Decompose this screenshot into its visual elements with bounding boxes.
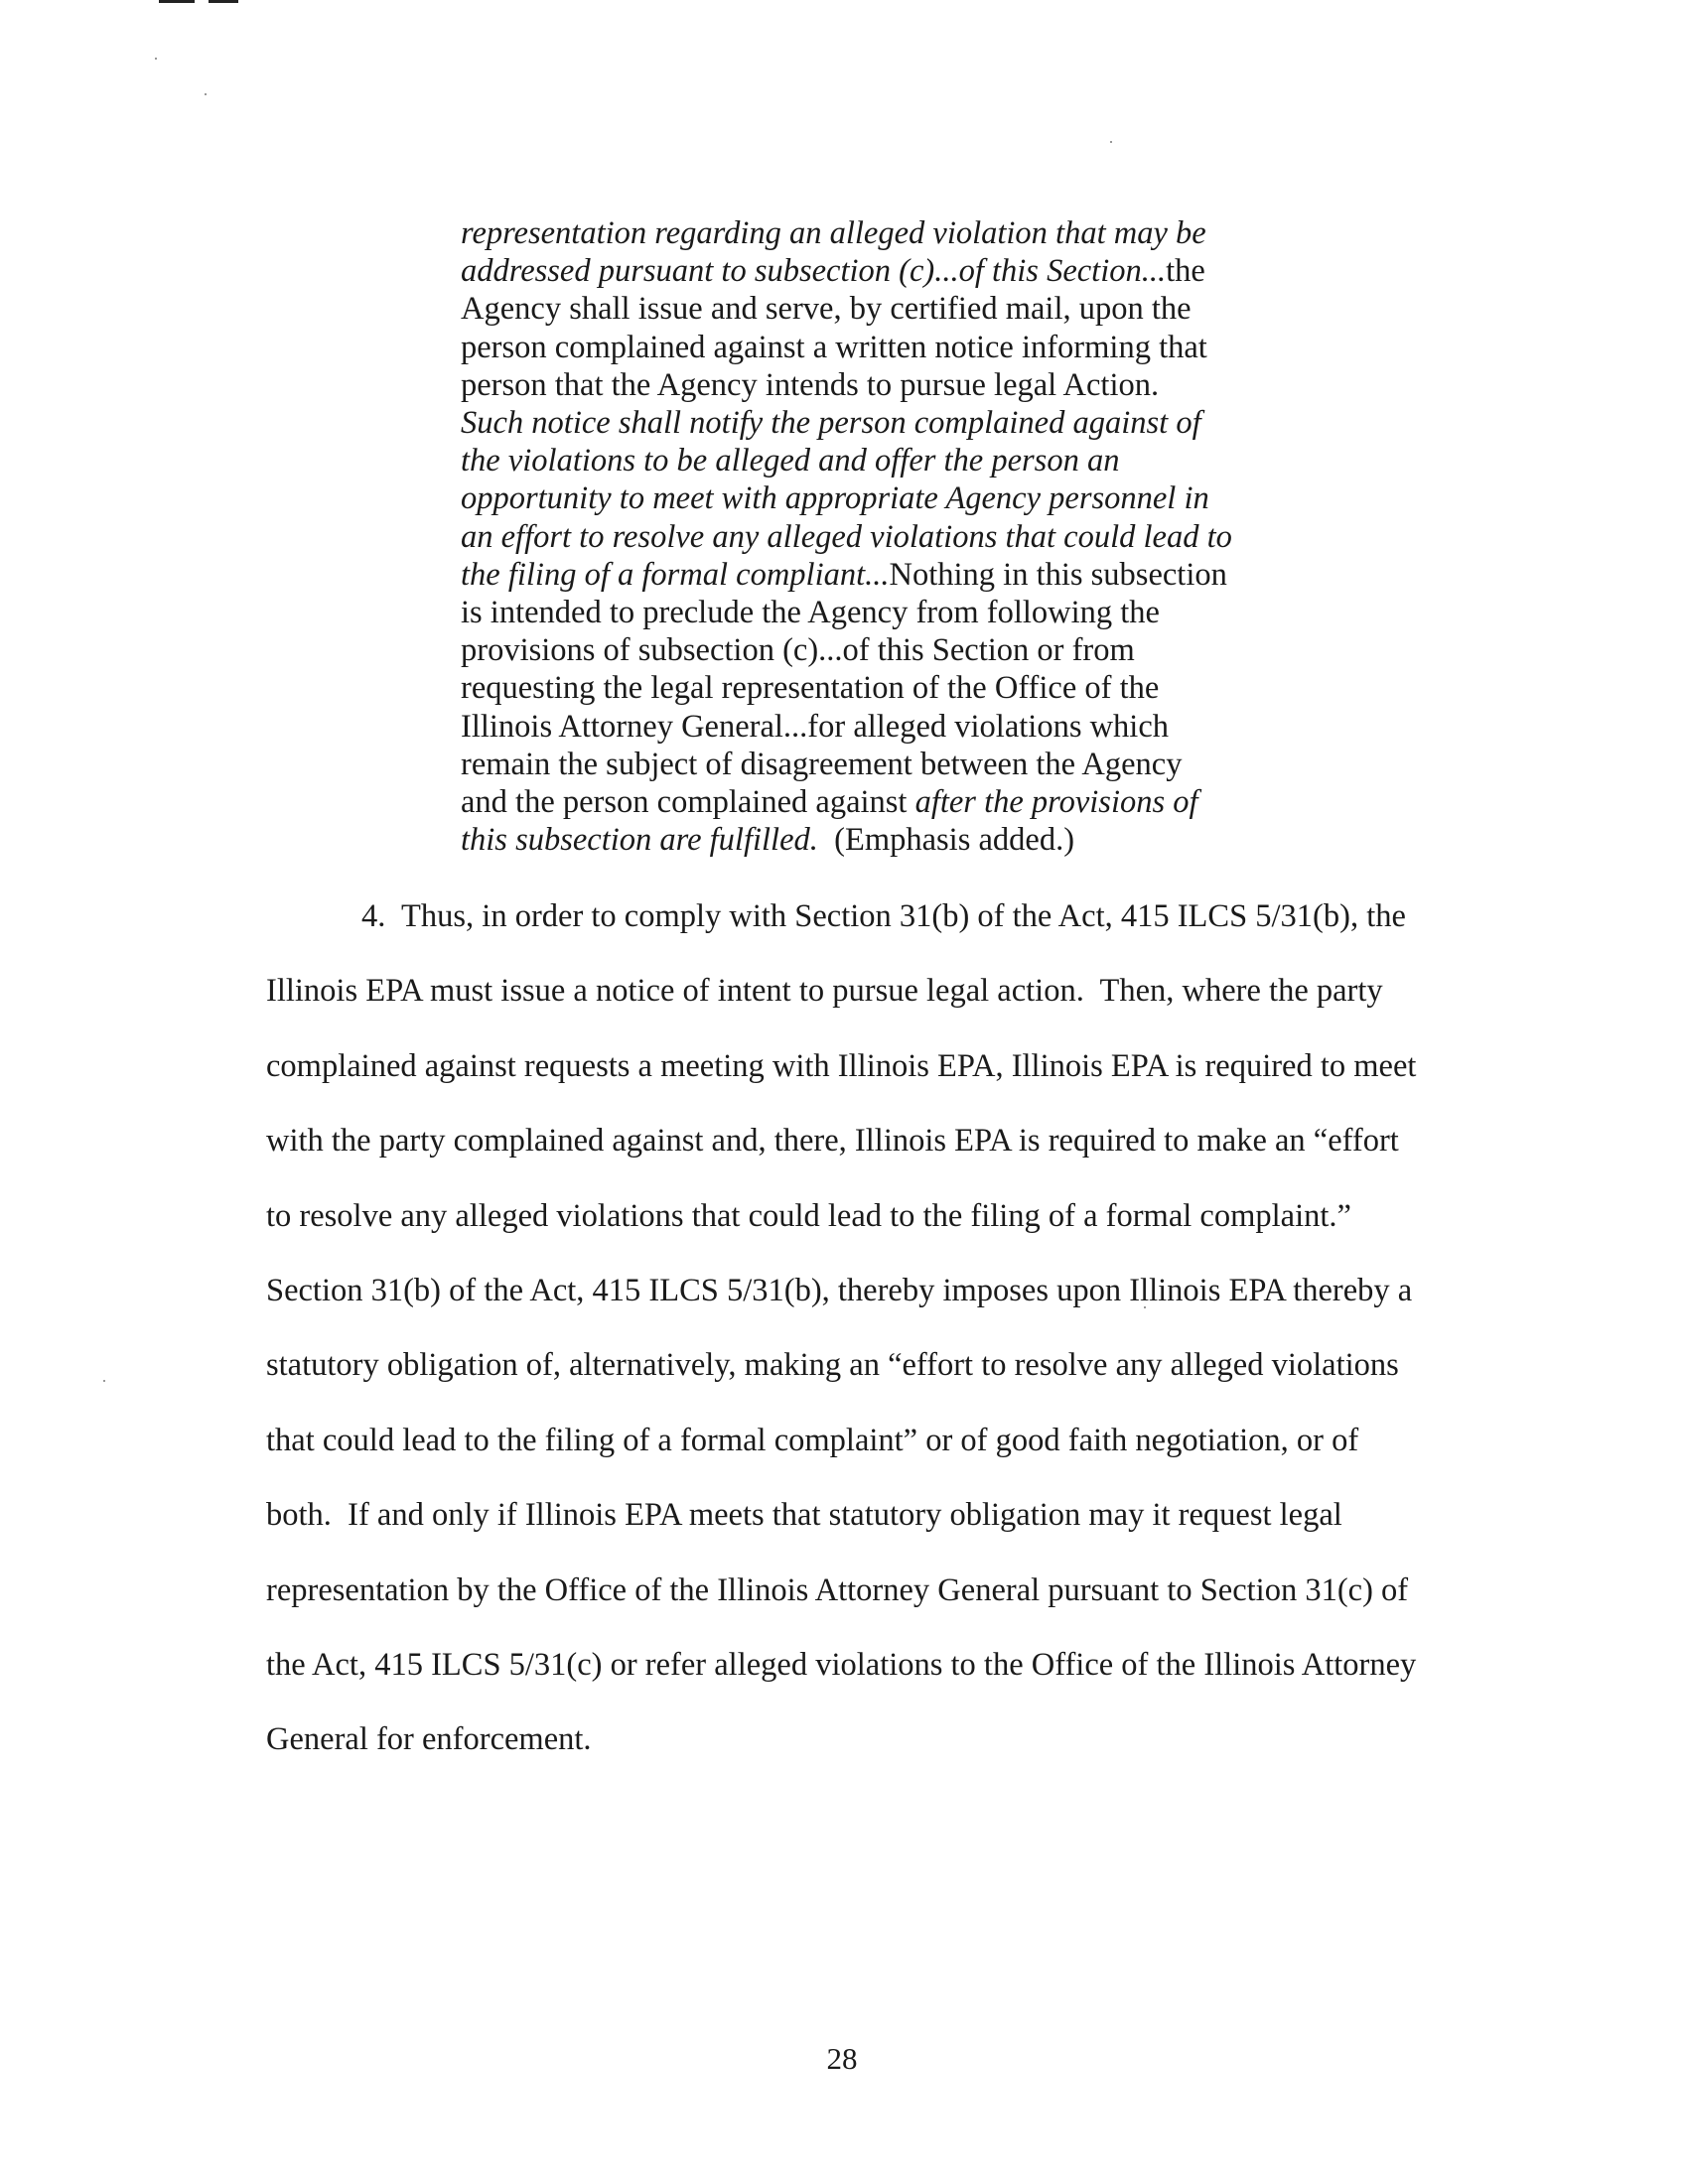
- paragraph-line: to resolve any alleged violations that could lead to the filing of a formal complaint.”: [266, 1197, 1351, 1234]
- paragraph-line: 4. Thus, in order to comply with Section 31(b) of the Act, 415 ILCS 5/31(b), the: [361, 898, 1406, 934]
- quote-line: [461, 329, 1275, 366]
- paragraph-line: that could lead to the filing of a formal complaint” or of good faith negotiation, or of: [266, 1422, 1359, 1458]
- quote-line: [461, 783, 1275, 821]
- paragraph-line: statutory obligation of, alternatively, making an “effort to resolve any alleged violations: [266, 1347, 1399, 1384]
- quote-roman-run: and the person complained against: [461, 784, 915, 821]
- quote-line: [461, 404, 1275, 442]
- page-number: 28: [826, 2041, 858, 2076]
- quote-roman-run: person complained against a written notice informing that: [461, 329, 1207, 365]
- quote-line: [461, 631, 1275, 669]
- statute-block-quote: [461, 214, 1275, 859]
- quote-italic-run: an effort to resolve any alleged violations that could lead to: [461, 518, 1232, 555]
- quote-roman-run: Agency shall issue and serve, by certified mail, upon the: [461, 291, 1192, 328]
- quote-italic-run: representation regarding an alleged violation that may be: [461, 215, 1206, 251]
- quote-roman-run: provisions of subsection (c)...of this Section or from: [461, 632, 1135, 669]
- quote-roman-run: the: [1166, 253, 1205, 290]
- quote-line: [461, 746, 1275, 783]
- scan-artifact-mark: [209, 0, 238, 3]
- quote-line: [461, 366, 1275, 404]
- paragraph-line: General for enforcement.: [266, 1721, 592, 1758]
- quote-roman-run: Nothing in this subsection: [889, 556, 1227, 593]
- quote-italic-run: opportunity to meet with appropriate Agency personnel in: [461, 480, 1209, 517]
- quote-italic-run: the filing of a formal compliant...: [461, 556, 890, 593]
- paragraph-line: complained against requests a meeting with Illinois EPA, Illinois EPA is required to meet: [266, 1047, 1417, 1084]
- scan-speck: [1110, 141, 1112, 143]
- paragraph-line: representation by the Office of the Illinois Attorney General pursuant to Section 31(c) of: [266, 1571, 1409, 1608]
- paragraph-line: Illinois EPA must issue a notice of intent to pursue legal action. Then, where the party: [266, 973, 1383, 1010]
- quote-italic-run: after the provisions of: [914, 784, 1198, 821]
- paragraph-line: the Act, 415 ILCS 5/31(c) or refer alleged violations to the Office of the Illinois Attorney: [266, 1647, 1417, 1684]
- scan-speck: [155, 58, 157, 60]
- quote-line: [461, 594, 1275, 631]
- paragraph-line: both. If and only if Illinois EPA meets that statutory obligation may it request legal: [266, 1497, 1342, 1534]
- quote-italic-run: addressed pursuant to subsection (c)...of this Section...: [461, 253, 1167, 290]
- quote-line: [461, 252, 1275, 290]
- scan-speck: [205, 93, 207, 95]
- quote-roman-run: (Emphasis added.): [817, 822, 1075, 859]
- quote-roman-run: is intended to preclude the Agency from following the: [461, 595, 1160, 631]
- paragraph-line: Section 31(b) of the Act, 415 ILCS 5/31(b), thereby imposes upon Illinois EPA thereby a: [266, 1273, 1413, 1309]
- quote-line: [461, 669, 1275, 707]
- quote-line: [461, 479, 1275, 517]
- quote-line: [461, 821, 1275, 859]
- paragraph-4: [266, 880, 1438, 1778]
- quote-line: [461, 214, 1275, 252]
- quote-roman-run: person that the Agency intends to pursue legal Action.: [461, 366, 1160, 403]
- quote-line: [461, 442, 1275, 479]
- quote-roman-run: Illinois Attorney General...for alleged violations which: [461, 708, 1170, 745]
- quote-italic-run: Such notice shall notify the person complained against of: [461, 405, 1201, 442]
- quote-roman-run: remain the subject of disagreement between the Agency: [461, 746, 1183, 782]
- quote-italic-run: the violations to be alleged and offer the person an: [461, 443, 1120, 479]
- quote-italic-run: this subsection are fulfilled.: [461, 822, 818, 859]
- quote-roman-run: requesting the legal representation of the Office of the: [461, 670, 1160, 707]
- scan-artifact-mark: [159, 0, 195, 3]
- quote-line: [461, 518, 1275, 556]
- paragraph-line: with the party complained against and, there, Illinois EPA is required to make an “effort: [266, 1123, 1399, 1160]
- quote-line: [461, 290, 1275, 328]
- quote-line: [461, 556, 1275, 594]
- scan-speck: [103, 1380, 105, 1382]
- quote-line: [461, 708, 1275, 746]
